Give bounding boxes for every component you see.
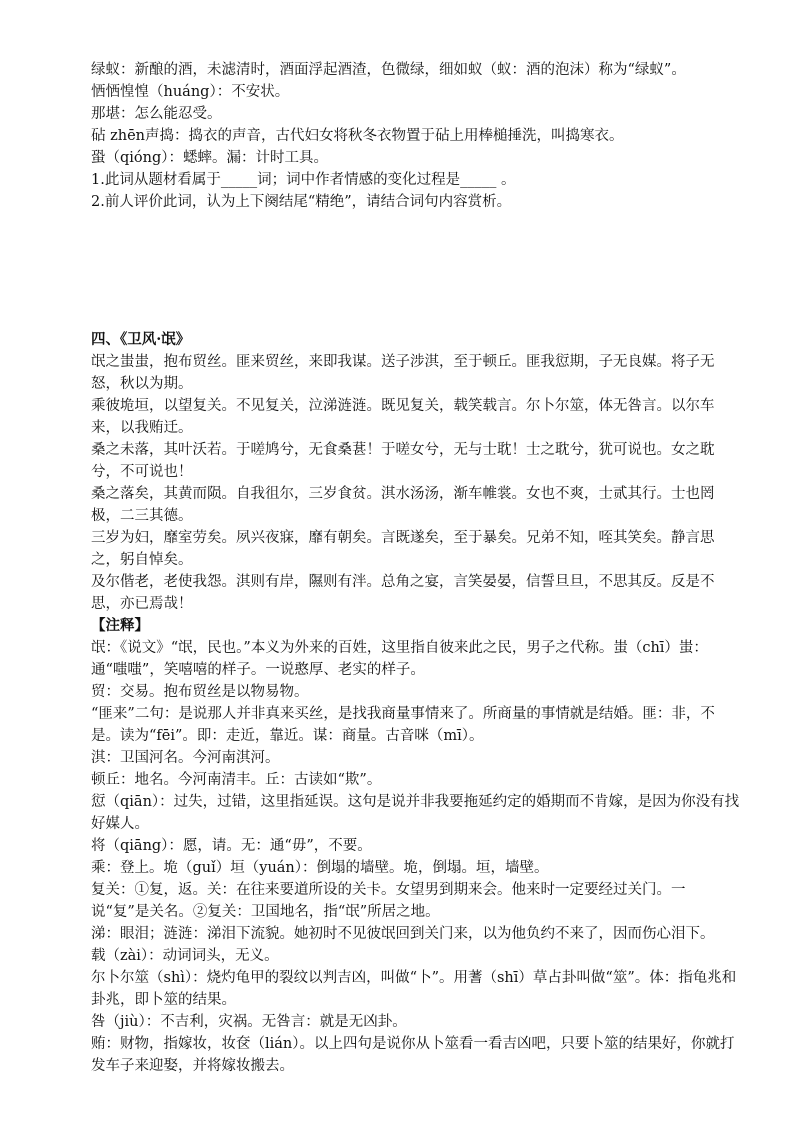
poem-stanza: 及尔偕老，老使我怨。淇则有岸，隰则有泮。总角之宴，言笑晏晏，信誓旦旦，不思其反。反是不思，亦已焉哉！ [91,574,715,612]
annotation: 咎（jiù）：不吉利，灾祸。无咎言：就是无凶卦。 [91,1014,407,1030]
question-1: 1.此词从题材看属于_____词；词中作者情感的变化过程是_____ 。 [91,172,516,188]
poem-stanza: 三岁为妇，靡室劳矣。夙兴夜寐，靡有朝矣。言既遂矣，至于暴矣。兄弟不知，咥其笑矣。静言思之，躬自悼矣。 [91,530,715,568]
notes-title: 【注释】 [91,617,149,634]
annotation: 尔卜尔筮（shì）：烧灼龟甲的裂纹以判吉凶，叫做“卜”。用蓍（shī）草占卦叫做“筮”。体：指龟兆和卦兆，即卜筮的结果。 [91,970,737,1008]
annotation: “匪来”二句：是说那人并非真来买丝，是找我商量事情来了。所商量的事情就是结婚。匪：非，不是。读为“fēi”。即：走近，靠近。谋：商量。古音咪（mī）。 [91,706,715,744]
annotation: 贸：交易。抱布贸丝是以物易物。 [91,684,309,700]
annotation: 载（zài）：动词词头，无义。 [91,948,279,964]
poem-stanza: 乘彼垝垣，以望复关。不见复关，泣涕涟涟。既见复关，载笑载言。尔卜尔筮，体无咎言。以尔车来，以我贿迁。 [91,398,715,436]
section-wei-feng-meng [91,329,741,1077]
annotation: 愆（qiān）：过失，过错，这里指延误。这句是说并非我要拖延约定的婚期而不肯嫁，是因为你没有找好媒人。 [91,794,740,832]
annotation: 涕：眼泪；涟涟：涕泪下流貌。她初时不见彼氓回到关门来，以为他负约不来了，因而伤心泪下。 [91,926,715,942]
note-nakan: 那堪：怎么能忍受。 [91,106,222,122]
note-qiong: 蛩（qióng）：蟋蟀。漏：计时工具。 [91,150,329,166]
note-zhen: 砧 zhēn声捣：捣衣的声音，古代妇女将秋冬衣物置于砧上用棒槌捶洗，叫捣寒衣。 [91,128,624,144]
annotation: 氓：《说文》“氓，民也。”本义为外来的百姓，这里指自彼来此之民，男子之代称。蚩（chī）蚩：通“嗤嗤”，笑嘻嘻的样子。一说憨厚、老实的样子。 [91,640,708,678]
note-xixi: 恓恓惶惶（huáng）：不安状。 [91,84,290,100]
prev-poem-notes [91,59,741,213]
note-lvyi: 绿蚁：新酿的酒，未滤清时，酒面浮起酒渣，色微绿，细如蚁（蚁：酒的泡沫）称为“绿蚁”。 [91,62,686,78]
question-2: 2.前人评价此词，认为上下阕结尾“精绝”，请结合词句内容赏析。 [91,194,512,210]
annotation: 顿丘：地名。今河南清丰。丘：古读如“欺”。 [91,772,382,788]
annotation: 乘：登上。垝（guǐ）垣（yuán）：倒塌的墙壁。垝，倒塌。垣，墙壁。 [91,860,549,876]
annotation: 淇：卫国河名。今河南淇河。 [91,750,280,766]
poem-stanza: 氓之蚩蚩，抱布贸丝。匪来贸丝，来即我谋。送子涉淇，至于顿丘。匪我愆期，子无良媒。将子无怒，秋以为期。 [91,354,715,392]
annotation: 将（qiāng）：愿，请。无：通“毋”，不要。 [91,838,372,854]
poem-stanza: 桑之落矣，其黄而陨。自我徂尔，三岁食贫。淇水汤汤，渐车帷裳。女也不爽，士贰其行。士也罔极，二三其德。 [91,486,715,524]
section-title: 四、《卫风·氓》 [91,331,191,348]
annotation: 贿：财物，指嫁妆，妆奁（lián）。以上四句是说你从卜筮看一看吉凶吧，只要卜筮的结果好，你就打发车子来迎娶，并将嫁妆搬去。 [91,1036,735,1074]
poem-stanza: 桑之未落，其叶沃若。于嗟鸠兮，无食桑葚！于嗟女兮，无与士耽！士之耽兮，犹可说也。女之耽兮，不可说也！ [91,442,715,480]
annotation: 复关：①复，返。关：在往来要道所设的关卡。女望男到期来会。他来时一定要经过关门。一说“复”是关名。②复关：卫国地名，指“氓”所居之地。 [91,882,686,920]
